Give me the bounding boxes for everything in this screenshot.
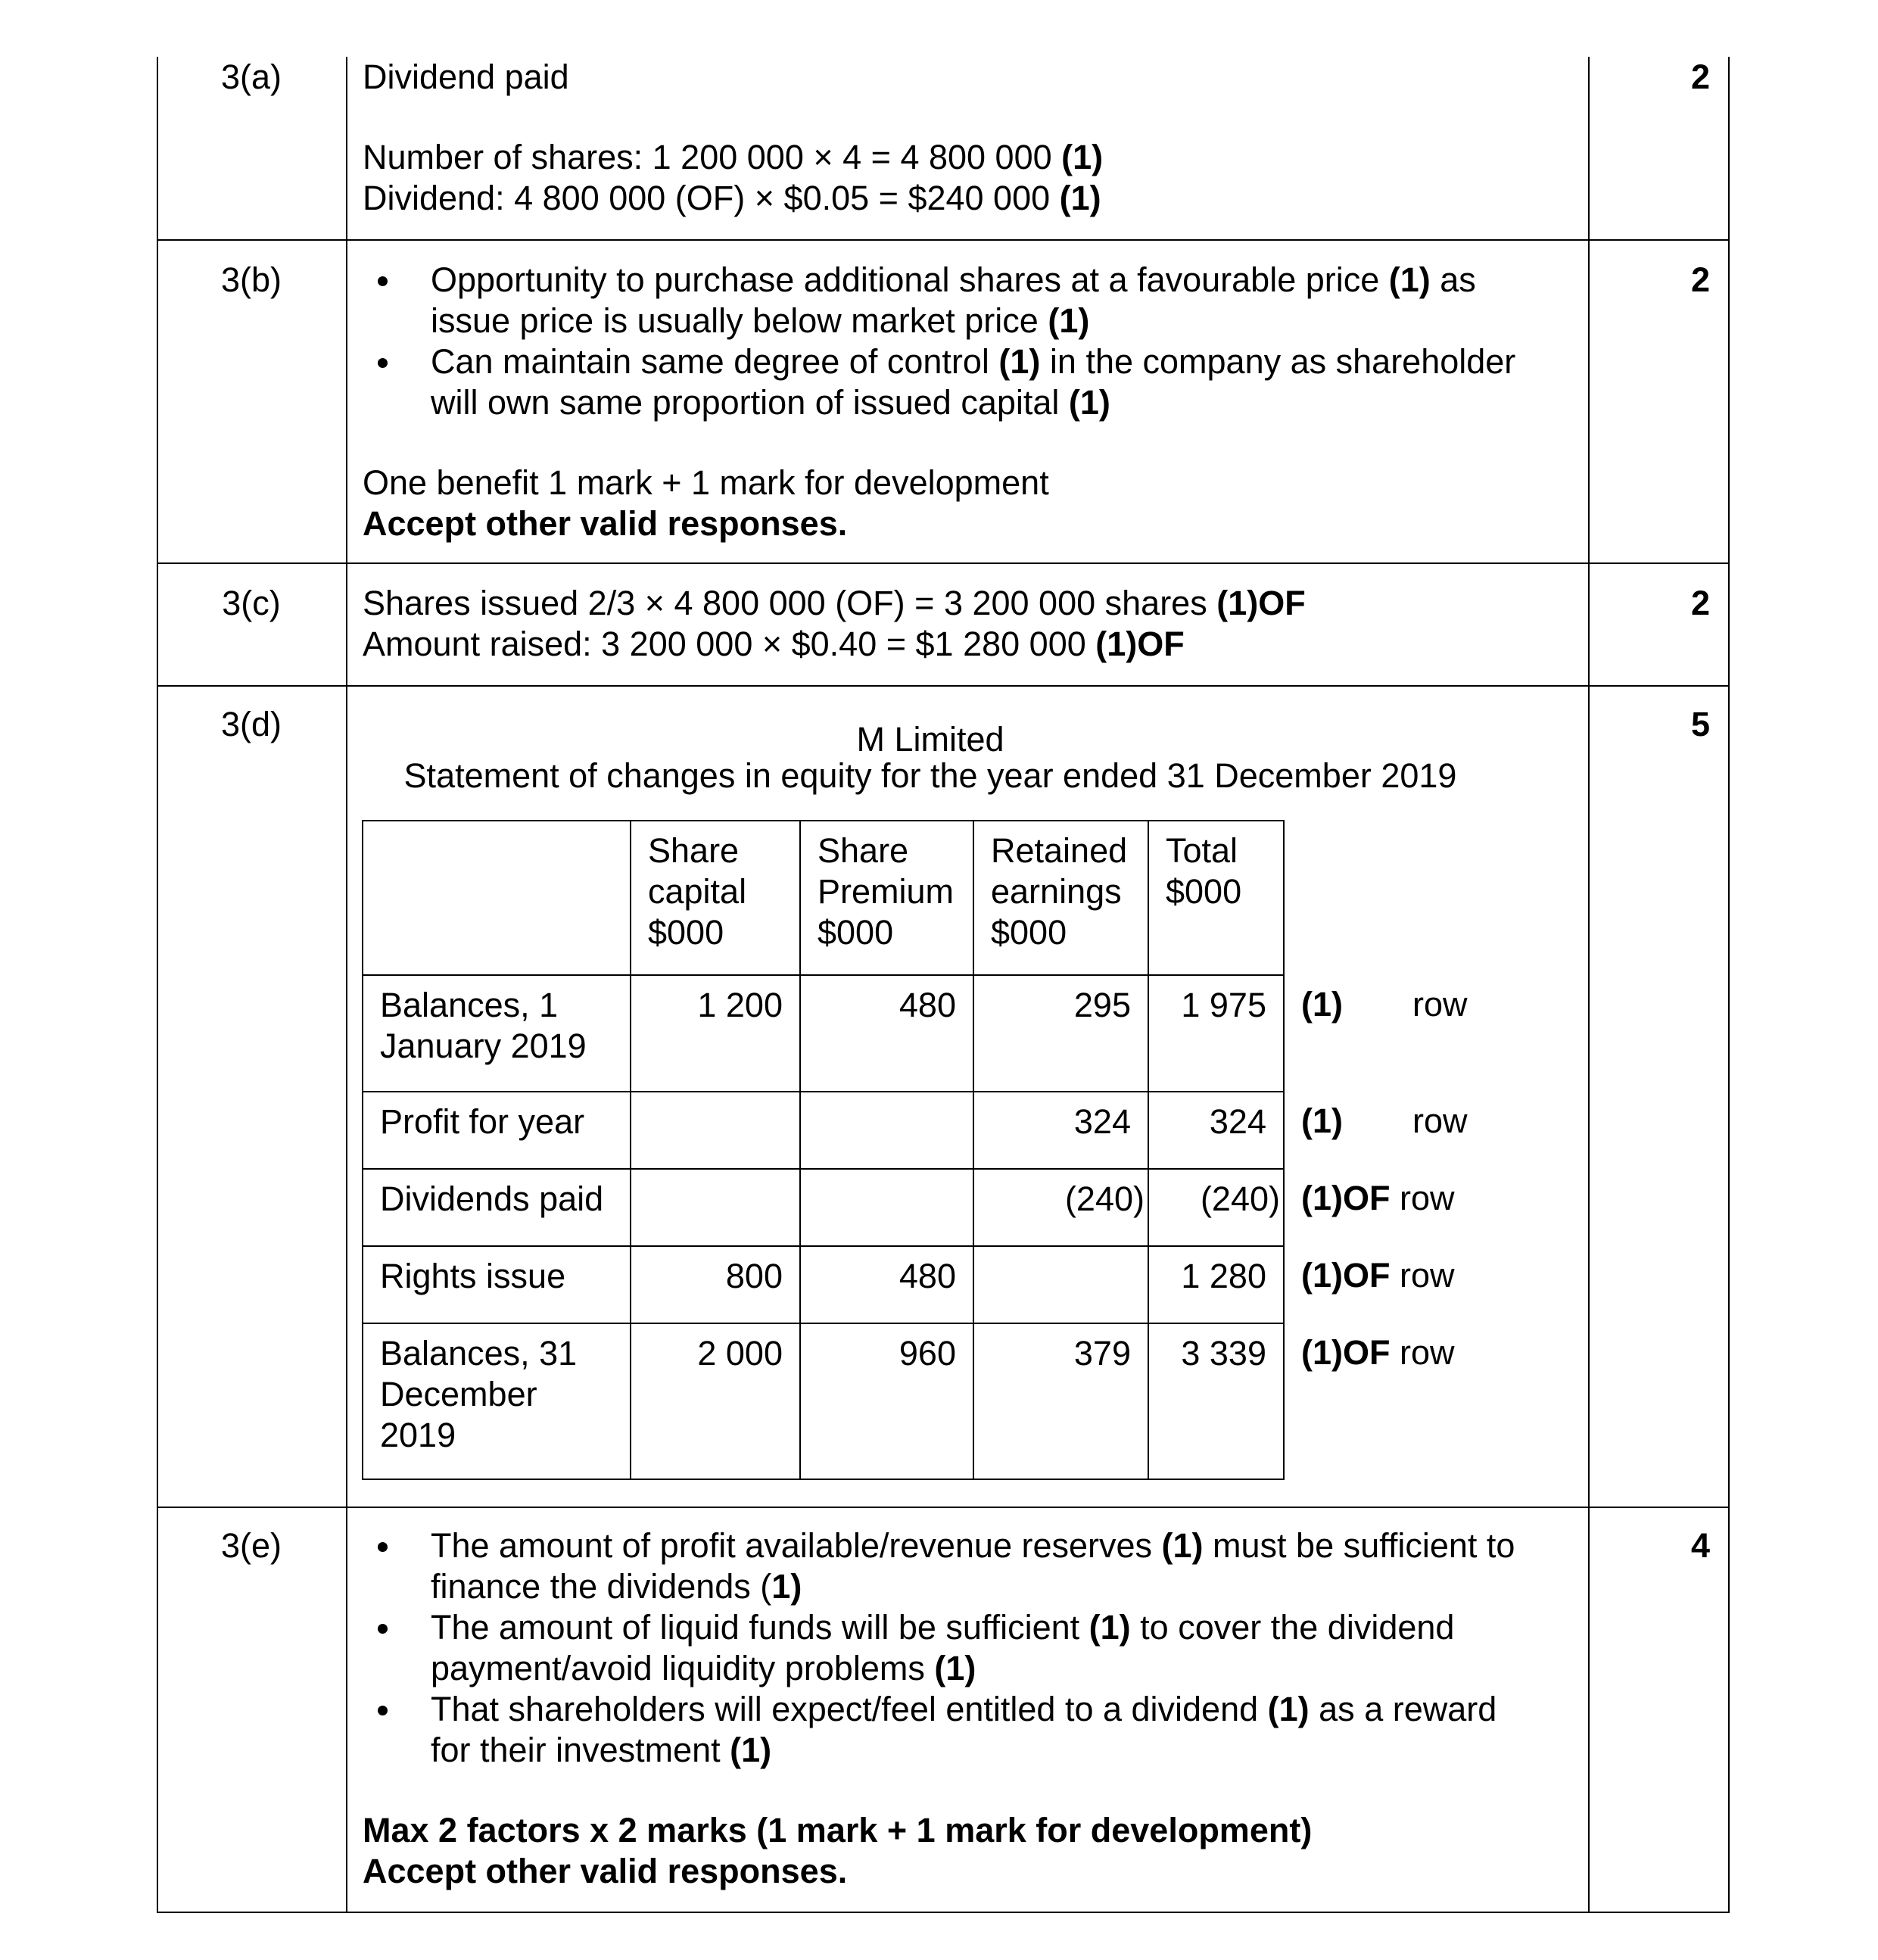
row-mark: (1)OF row: [1301, 1179, 1455, 1217]
guidance-note: One benefit 1 mark + 1 mark for development: [363, 463, 1049, 502]
bullet-point: The amount of profit available/revenue reserves (1) must be sufficient to finance the dividends (1): [363, 1525, 1566, 1607]
table-border-bottom: [157, 1912, 1728, 1913]
row-divider: [157, 239, 1728, 241]
company-name: M Limited: [856, 720, 1004, 759]
marks-value: 2: [1690, 584, 1710, 622]
marks-value: 4: [1690, 1526, 1710, 1565]
answer-3c: [363, 583, 1566, 665]
header-share-capital: Share capital $000: [631, 821, 800, 975]
cell-share-capital: [631, 1092, 800, 1169]
cell-share-capital: [631, 1169, 800, 1246]
table-border-right: [1728, 57, 1730, 1913]
cell-retained-earnings: (240): [973, 1169, 1148, 1246]
header-total: Total $000: [1148, 821, 1284, 975]
mark-scheme-table: [157, 57, 1728, 1913]
table-border-left: [157, 57, 158, 1913]
answer-line: [363, 178, 1566, 219]
row-mark: (1)OF row: [1301, 1256, 1455, 1295]
cell-share-capital: 800: [631, 1246, 800, 1323]
cell-share-capital: 2 000: [631, 1323, 800, 1479]
cell-retained-earnings: 324: [973, 1092, 1148, 1169]
bullet-point: Opportunity to purchase additional shares at a favourable price (1) as issue price is usually below market price (1): [363, 260, 1566, 341]
row-label: Balances, 31 December 2019: [363, 1323, 631, 1479]
question-number: 3(a): [220, 58, 282, 96]
guidance-note: Accept other valid responses.: [363, 1852, 848, 1890]
guidance-note: Max 2 factors x 2 marks (1 mark + 1 mark for development): [363, 1811, 1313, 1849]
answer-line: Amount raised: 3 200 000 × $0.40 = $1 280 000 (1)OF: [363, 625, 1185, 663]
row-mark: (1) row: [1301, 1102, 1468, 1140]
cell-retained-earnings: 379: [973, 1323, 1148, 1479]
answer-text: Number of shares: 1 200 000 × 4 = 4 800 000: [363, 138, 1062, 176]
table-header-row: [363, 821, 1484, 975]
header-retained-earnings: Retained earnings $000: [973, 821, 1148, 975]
table-row: [363, 1169, 1484, 1246]
cell-share-premium: 480: [800, 1246, 973, 1323]
question-number: 3(b): [220, 260, 282, 299]
statement-title: Statement of changes in equity for the year ended 31 December 2019: [403, 756, 1457, 795]
table-row: [363, 1092, 1484, 1169]
marks-value: 2: [1690, 58, 1710, 96]
bullet-icon: [378, 1706, 388, 1715]
bullet-point: Can maintain same degree of control (1) in the company as shareholder will own same proportion of issued capital (1): [363, 341, 1566, 423]
question-number: 3(d): [220, 705, 282, 743]
cell-retained-earnings: [973, 1246, 1148, 1323]
mark-annotation: (1): [1061, 138, 1104, 176]
guidance-note: Accept other valid responses.: [363, 504, 848, 543]
question-number: 3(e): [220, 1526, 282, 1565]
column-divider-question: [346, 57, 347, 1913]
cell-share-premium: 480: [800, 975, 973, 1092]
bullet-point: That shareholders will expect/feel entitled to a dividend (1) as a reward for their investment (1): [363, 1689, 1566, 1771]
answer-text: Dividend: 4 800 000 (OF) × $0.05 = $240 000: [363, 179, 1060, 217]
cell-share-capital: 1 200: [631, 975, 800, 1092]
cell-share-premium: [800, 1169, 973, 1246]
bullet-icon: [378, 276, 388, 286]
row-mark: (1)OF row: [1301, 1333, 1455, 1372]
question-number: 3(c): [222, 584, 281, 622]
row-mark: (1) row: [1301, 985, 1468, 1024]
answer-line: Shares issued 2/3 × 4 800 000 (OF) = 3 200 000 shares (1)OF: [363, 584, 1306, 622]
cell-total: 324: [1148, 1092, 1284, 1169]
answer-3a: [363, 57, 1566, 219]
cell-share-premium: 960: [800, 1323, 973, 1479]
mark-annotation: (1): [1059, 179, 1101, 217]
row-label: Dividends paid: [363, 1169, 631, 1246]
column-divider-marks: [1588, 57, 1590, 1913]
cell-retained-earnings: 295: [973, 975, 1148, 1092]
row-label: Balances, 1 January 2019: [363, 975, 631, 1092]
table-row: [363, 1246, 1484, 1323]
marks-value: 5: [1690, 705, 1710, 743]
answer-3b: [363, 260, 1566, 544]
marks-value: 2: [1690, 260, 1710, 299]
answer-heading: Dividend paid: [363, 58, 569, 96]
answer-3d: [363, 719, 1498, 796]
cell-total: 1 280: [1148, 1246, 1284, 1323]
row-divider: [157, 1507, 1728, 1508]
header-blank: [363, 821, 631, 975]
row-divider: [157, 562, 1728, 564]
row-label: Profit for year: [363, 1092, 631, 1169]
bullet-icon: [378, 358, 388, 368]
cell-total: (240): [1148, 1169, 1284, 1246]
equity-statement-table: [362, 820, 1484, 1480]
header-share-premium: Share Premium $000: [800, 821, 973, 975]
row-label: Rights issue: [363, 1246, 631, 1323]
bullet-icon: [378, 1624, 388, 1634]
table-row: [363, 975, 1484, 1092]
row-divider: [157, 685, 1728, 687]
cell-share-premium: [800, 1092, 973, 1169]
bullet-icon: [378, 1542, 388, 1552]
answer-3e: [363, 1525, 1566, 1892]
table-row: [363, 1323, 1484, 1479]
cell-total: 3 339: [1148, 1323, 1284, 1479]
bullet-point: The amount of liquid funds will be sufficient (1) to cover the dividend payment/avoid liquidity problems (1): [363, 1607, 1566, 1689]
cell-total: 1 975: [1148, 975, 1284, 1092]
answer-line: [363, 137, 1566, 178]
